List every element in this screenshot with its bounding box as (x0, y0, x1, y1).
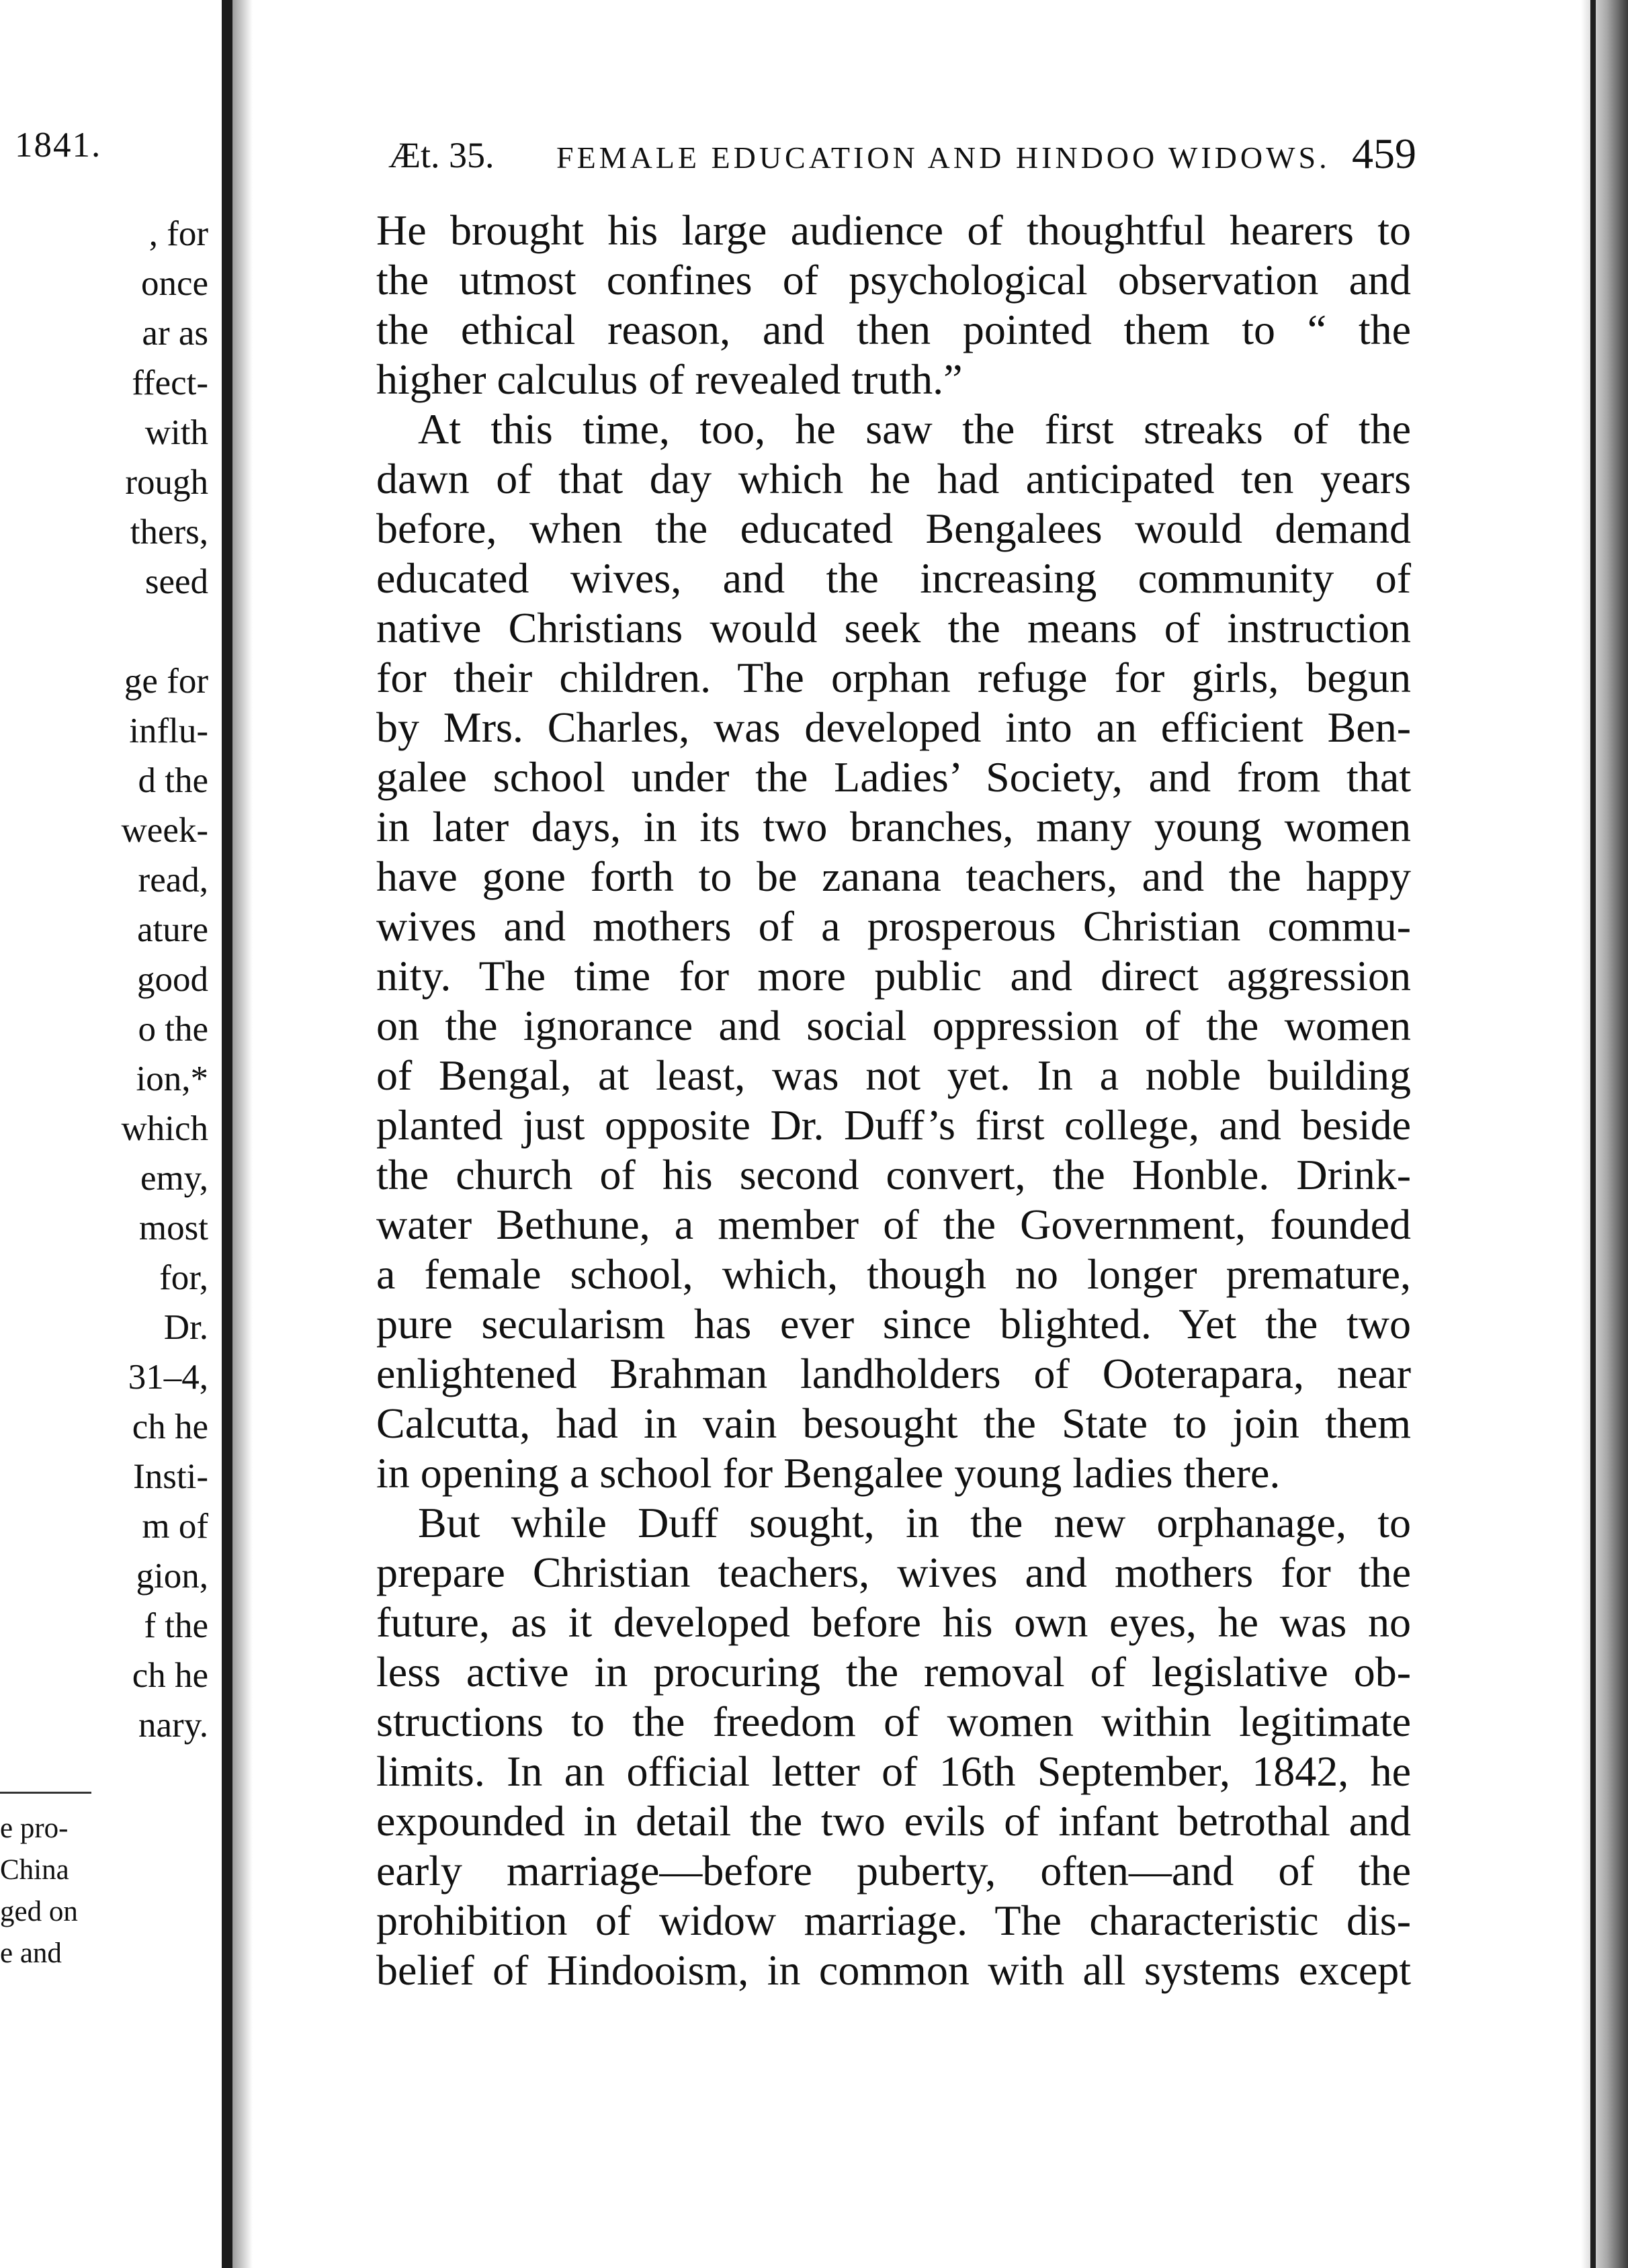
left-page-year: 1841. (15, 126, 102, 165)
left-page-line: ge for (124, 662, 208, 701)
left-page-footnote-rule (0, 1792, 91, 1794)
left-page-footnote-line: ged on (0, 1896, 78, 1927)
text-line: belief of Hindooism, in common with all systems except (376, 1946, 1411, 1994)
text-line: on the ignorance and social oppression of the women (376, 1002, 1411, 1049)
text-line: before, when the educated Bengalees would demand (376, 505, 1411, 552)
text-line: a female school, which, though no longer premature, (376, 1250, 1411, 1298)
book-gutter (222, 0, 232, 2268)
left-page-line: ature (137, 910, 208, 949)
left-page-footnote-line: e and (0, 1937, 62, 1969)
text-line: wives and mothers of a prosperous Christian commu- (376, 902, 1411, 950)
left-page-line: for, (159, 1258, 208, 1297)
left-page-line: ffect- (132, 363, 208, 402)
left-page-line: once (140, 264, 208, 303)
text-line: educated wives, and the increasing community of (376, 554, 1411, 602)
left-page-line: , for (148, 214, 208, 253)
text-line: structions to the freedom of women within legitimate (376, 1698, 1411, 1745)
left-page-line: gion, (136, 1557, 208, 1596)
text-line: higher calculus of revealed truth.” (376, 355, 963, 403)
text-line: pure secularism has ever since blighted. Yet the two (376, 1300, 1411, 1348)
text-line: He brought his large audience of thoughtful hearers to (376, 206, 1411, 254)
left-page-line: seed (144, 562, 208, 601)
gutter-shadow (232, 0, 253, 2268)
left-page-line: week- (121, 811, 208, 850)
left-page-line: ch he (132, 1656, 208, 1695)
body-text (376, 206, 1411, 1995)
left-page-line: d the (138, 761, 208, 800)
left-page-line: ar as (142, 314, 208, 353)
left-page-line: ch he (132, 1407, 208, 1446)
text-line: nity. The time for more public and direct aggression (376, 952, 1411, 1000)
text-line: enlightened Brahman landholders of Ooterapara, near (376, 1350, 1411, 1397)
left-page-line: rough (125, 463, 208, 502)
text-line: the utmost confines of psychological observation and (376, 256, 1411, 304)
running-header (388, 128, 1416, 188)
left-page-line: emy, (140, 1159, 208, 1198)
text-line: less active in procuring the removal of legislative ob- (376, 1648, 1411, 1696)
left-page-line: thers, (130, 513, 208, 552)
page-number: 459 (1352, 130, 1416, 177)
left-page-line: 31–4, (128, 1358, 208, 1397)
left-page-line: which (121, 1109, 208, 1148)
left-page-footnote-line: China (0, 1854, 69, 1886)
text-line: dawn of that day which he had anticipated ten years (376, 455, 1411, 503)
text-line: the ethical reason, and then pointed them to “ the (376, 306, 1411, 353)
text-line: native Christians would seek the means of instruction (376, 604, 1411, 652)
text-line: limits. In an official letter of 16th September, 1842, he (376, 1747, 1411, 1795)
left-page-line: influ- (129, 711, 208, 750)
left-page-line: m of (142, 1507, 208, 1546)
left-page-line: most (138, 1209, 208, 1248)
text-line: future, as it developed before his own eyes, he was no (376, 1598, 1411, 1646)
page-edge-shadow (1581, 0, 1628, 2268)
text-line: Calcutta, had in vain besought the State to join them (376, 1399, 1411, 1447)
text-line: the church of his second convert, the Honble. Drink- (376, 1151, 1411, 1198)
left-page-line: with (144, 413, 208, 452)
left-page-line: o the (138, 1010, 208, 1049)
page-edge-line (1590, 0, 1596, 2268)
text-line: planted just opposite Dr. Duff’s first college, and beside (376, 1101, 1411, 1149)
text-line: early marriage—before puberty, often—and of the (376, 1847, 1411, 1894)
text-line: in opening a school for Bengalee young ladies there. (376, 1449, 1281, 1497)
left-page-line: read, (138, 861, 208, 900)
text-line: in later days, in its two branches, many young women (376, 803, 1411, 850)
left-page-fragment (0, 0, 222, 2268)
left-page-line: f the (144, 1606, 208, 1645)
left-page-line: ion,* (136, 1059, 208, 1098)
header-age: Æt. 35. (388, 135, 495, 175)
text-line: of Bengal, at least, was not yet. In a noble building (376, 1051, 1411, 1099)
text-line: expounded in detail the two evils of infant betrothal and (376, 1797, 1411, 1845)
text-line: galee school under the Ladies’ Society, and from that (376, 753, 1411, 801)
text-line: have gone forth to be zanana teachers, and the happy (376, 853, 1411, 900)
left-page-line: good (137, 960, 208, 999)
left-page-line: nary. (138, 1706, 208, 1745)
left-page-line: Insti- (133, 1457, 208, 1496)
text-line: by Mrs. Charles, was developed into an efficient Ben- (376, 703, 1411, 751)
text-line: water Bethune, a member of the Government, founded (376, 1201, 1411, 1248)
text-line: for their children. The orphan refuge for girls, begun (376, 654, 1411, 701)
left-page-footnote-line: e pro- (0, 1813, 69, 1844)
text-line: But while Duff sought, in the new orphanage, to (418, 1499, 1411, 1546)
header-title: FEMALE EDUCATION AND HINDOO WIDOWS. (556, 140, 1330, 175)
text-line: prepare Christian teachers, wives and mothers for the (376, 1549, 1411, 1596)
text-line: prohibition of widow marriage. The characteristic dis- (376, 1896, 1411, 1944)
text-line: At this time, too, he saw the first streaks of the (418, 405, 1411, 453)
left-page-line: Dr. (163, 1308, 208, 1347)
